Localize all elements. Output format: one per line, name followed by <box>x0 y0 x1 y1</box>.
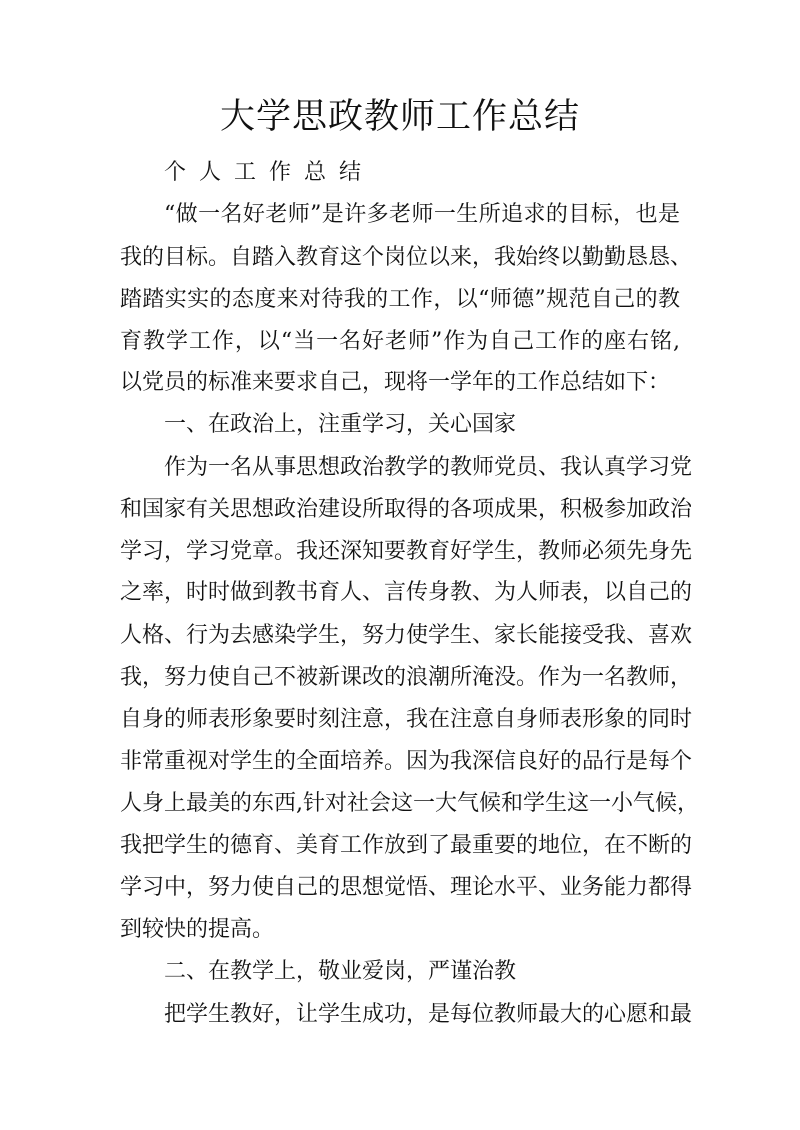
body-line: 学习中，努力使自己的思想觉悟、理论水平、业务能力都得 <box>120 875 693 900</box>
body-line: 自身的师表形象要时刻注意，我在注意自身师表形象的同时 <box>120 707 693 732</box>
body-line: 踏踏实实的态度来对待我的工作，以“师德”规范自己的教 <box>120 287 680 312</box>
body-line: 我把学生的德育、美育工作放到了最重要的地位，在不断的 <box>120 833 693 858</box>
document-title: 大学思政教师工作总结 <box>219 97 580 137</box>
body-line: 作为一名从事思想政治教学的教师党员、我认真学习党 <box>164 455 693 480</box>
section-heading: 二、在教学上，敬业爱岗，严谨治教 <box>164 959 517 984</box>
body-line: “做一名好老师”是许多老师一生所追求的目标，也是 <box>164 202 680 227</box>
body-line: 人格、行为去感染学生，努力使学生、家长能接受我、喜欢 <box>120 623 693 648</box>
body-line: 人身上最美的东西,针对社会这一大气候和学生这一小气候， <box>120 791 699 816</box>
body-line: 学习，学习党章。我还深知要教育好学生，教师必须先身先 <box>120 539 693 564</box>
body-line: 育教学工作，以“当一名好老师”作为自己工作的座右铭, <box>120 329 680 354</box>
body-line: 非常重视对学生的全面培养。因为我深信良好的品行是每个 <box>120 749 693 774</box>
body-line: 以党员的标准来要求自己，现将一学年的工作总结如下： <box>120 370 671 395</box>
body-line: 我的目标。自踏入教育这个岗位以来，我始终以勤勤恳恳、 <box>120 245 693 270</box>
section-heading: 一、在政治上，注重学习，关心国家 <box>164 412 517 437</box>
document-subtitle: 个人工作总结 <box>164 160 375 185</box>
body-line: 我，努力使自己不被新课改的浪潮所淹没。作为一名教师， <box>120 665 693 690</box>
body-line: 之率，时时做到教书育人、言传身教、为人师表，以自己的 <box>120 580 693 605</box>
body-line: 和国家有关思想政治建设所取得的各项成果，积极参加政治 <box>120 497 693 522</box>
body-line: 到较快的提高。 <box>120 917 275 942</box>
body-line: 把学生教好，让学生成功，是每位教师最大的心愿和最 <box>164 1002 693 1027</box>
